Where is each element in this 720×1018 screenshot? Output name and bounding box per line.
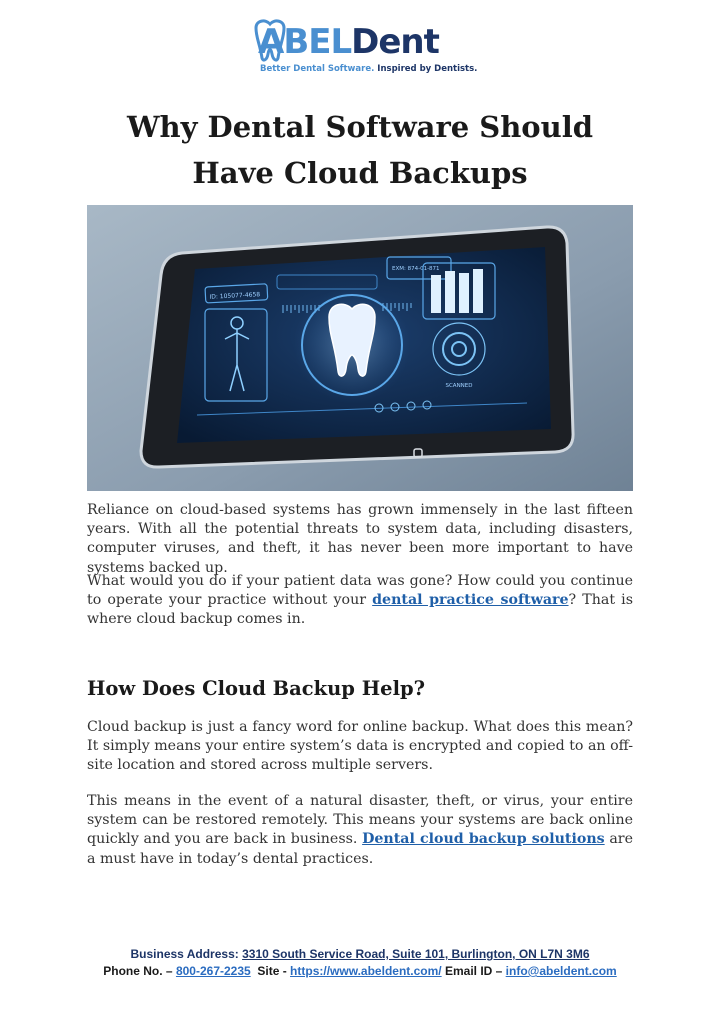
section-paragraph-2 [87,792,633,869]
site-link[interactable]: https://www.abeldent.com/ [290,964,442,978]
page-title [60,104,660,196]
hero-image-tablet [87,205,633,491]
dental-practice-software-link[interactable]: dental practice software [372,592,569,609]
p2-text-after: ? That is where cloud backup comes in. [87,592,633,628]
dental-cloud-backup-link[interactable]: Dental cloud backup solutions [362,831,605,848]
phone-label: Phone No. – [103,964,173,978]
footer-contact-line [0,964,720,978]
logo-word-dent: Dent [351,22,439,62]
screen-label-text: SCANNED [445,383,473,389]
tablet-illustration [87,205,633,491]
logo-word-abel: ABEL [258,22,352,62]
logo-wordmark [258,22,439,62]
p2-text-before: What would you do if your patient data was gone? How could you continue to operate your practice without your [87,573,633,609]
abeldent-logo [250,18,478,78]
tagline-part-a: Better Dental Software. [260,64,375,74]
address-label: Business Address: [130,947,239,961]
tagline-part-b: Inspired by Dentists. [377,64,478,74]
footer-address-line [0,947,720,961]
title-line-1: Why Dental Software Should [126,110,594,144]
address-value: 3310 South Service Road, Suite 101, Burlington, ON L7N 3M6 [242,947,590,961]
title-line-2: Have Cloud Backups [192,156,528,190]
p4-text-after: are a must have in today’s dental practices. [87,831,633,867]
section-heading: How Does Cloud Backup Help? [87,677,426,700]
intro-paragraph-1: Reliance on cloud-based systems has grown immensely in the last fifteen years. With all the potential threats to system data, including disasters, computer viruses, and theft, it has never been more important to have systems backed up. [87,502,633,576]
section-paragraph-1: Cloud backup is just a fancy word for online backup. What does this mean? It simply means your entire system’s data is encrypted and copied to an off-site location and stored across multiple servers. [87,719,633,774]
phone-link[interactable]: 800-267-2235 [175,964,251,978]
intro-paragraph-2 [87,572,633,630]
email-link[interactable]: info@abeldent.com [505,964,617,978]
site-label: Site - [257,964,287,978]
p4-text-before: This means in the event of a natural disaster, theft, or virus, your entire system can be restored remotely. This means your systems are back online quickly and you are back in business. [87,793,633,848]
screen-code-text: EXM: 874-01-871 [392,266,440,272]
screen-id-text: ID: 105077-4658 [209,291,261,301]
logo-tagline [260,64,477,74]
email-label: Email ID – [444,964,503,978]
